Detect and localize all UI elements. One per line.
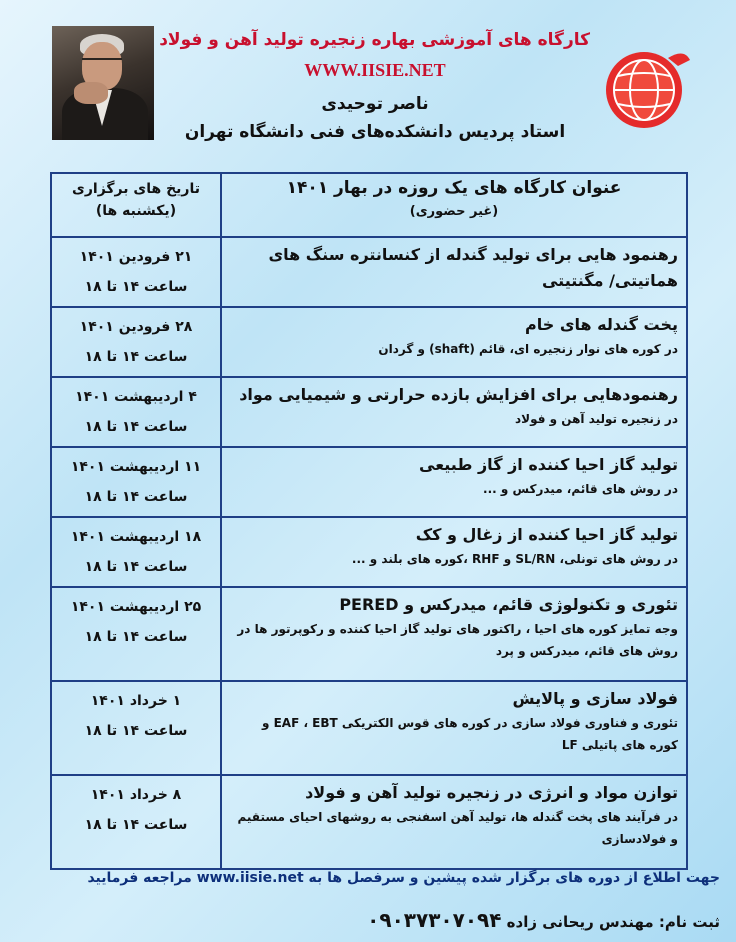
workshop-date: ۴ اردیبهشت ۱۴۰۱ <box>75 389 197 405</box>
workshop-description: در فرآیند های پخت گندله ها، تولید آهن اسفنجی به روشهای احیای مستقیم و فولادسازی <box>237 810 678 846</box>
instructor-photo <box>52 26 154 140</box>
workshop-description: در روش های تونلی، SL/RN و RHF ،کوره های بلند و ... <box>351 552 678 566</box>
website-link[interactable]: WWW.IISIE.NET <box>304 60 446 80</box>
table-row <box>51 587 687 681</box>
workshop-time: ساعت ۱۴ تا ۱۸ <box>84 559 188 575</box>
workshop-title: تولید گاز احیا کننده از زغال و کک <box>415 525 678 544</box>
workshop-title: پخت گندله های خام <box>524 315 678 334</box>
workshop-time: ساعت ۱۴ تا ۱۸ <box>84 419 188 435</box>
column-header-date-label: تاریخ های برگزاری <box>72 181 200 197</box>
column-header-date-sub: (یکشنبه ها) <box>95 203 177 219</box>
workshop-date: ۲۱ فرودین ۱۴۰۱ <box>79 249 193 265</box>
table-row <box>51 237 687 307</box>
globe-logo-icon <box>598 44 694 132</box>
workshop-description: تئوری و فناوری فولاد سازی در کوره های قوس الکتریکی EAF ، EBT و کوره های پاتیلی LF <box>261 716 678 752</box>
workshop-description: در روش های قائم، میدرکس و ... <box>483 482 678 496</box>
instructor-affiliation: استاد پردیس دانشکده‌های فنی دانشگاه تهران <box>184 122 566 142</box>
workshop-time: ساعت ۱۴ تا ۱۸ <box>84 629 188 645</box>
workshop-date: ۱ خرداد ۱۴۰۱ <box>90 693 182 709</box>
table-row <box>51 681 687 775</box>
workshop-description: در زنجیره تولید آهن و فولاد <box>515 412 678 426</box>
column-header-title-label: عنوان کارگاه های یک روزه در بهار ۱۴۰۱ <box>286 178 622 198</box>
page-title: کارگاه های آموزشی بهاره زنجیره تولید آهن و فولاد <box>159 30 590 50</box>
workshop-date: ۱۸ اردیبهشت ۱۴۰۱ <box>70 529 202 545</box>
workshop-description: در کوره های نوار زنجیره ای، قائم (shaft) و گردان <box>378 342 678 356</box>
workshop-date: ۲۸ فرودین ۱۴۰۱ <box>79 319 193 335</box>
workshop-title: رهنمود هایی برای تولید گندله از کنسانتره سنگ های هماتیتی/ مگنتیتی <box>268 245 678 290</box>
register-name: مهندس ریحانی زاده <box>506 913 654 931</box>
workshop-title: رهنمودهایی برای افزایش بازده حرارتی و شیمیایی مواد <box>239 385 678 404</box>
workshop-time: ساعت ۱۴ تا ۱۸ <box>84 817 188 833</box>
workshop-time: ساعت ۱۴ تا ۱۸ <box>84 279 188 295</box>
workshop-date: ۲۵ اردیبهشت ۱۴۰۱ <box>70 599 202 615</box>
workshop-time: ساعت ۱۴ تا ۱۸ <box>84 489 188 505</box>
table-row <box>51 775 687 869</box>
workshop-time: ساعت ۱۴ تا ۱۸ <box>84 723 188 739</box>
table-row <box>51 307 687 377</box>
footer-info: جهت اطلاع از دوره های برگزار شده پیشین و سرفصل ها به www.iisie.net مراجعه فرمایید <box>87 870 720 886</box>
register-label: ثبت نام: <box>658 913 720 931</box>
workshop-time: ساعت ۱۴ تا ۱۸ <box>84 349 188 365</box>
table-row <box>51 517 687 587</box>
workshop-date: ۱۱ اردیبهشت ۱۴۰۱ <box>70 459 202 475</box>
workshop-date: ۸ خرداد ۱۴۰۱ <box>90 787 182 803</box>
column-header-title-sub: (غیر حضوری) <box>409 204 499 219</box>
workshop-table <box>50 172 688 870</box>
workshop-title: فولاد سازی و پالایش <box>512 689 678 708</box>
workshop-title: تئوری و تکنولوژی قائم، میدرکس و PERED <box>339 595 678 614</box>
column-header-title <box>221 173 687 237</box>
table-row <box>51 447 687 517</box>
instructor-name: ناصر توحیدی <box>321 94 429 114</box>
footer-register <box>20 908 720 932</box>
workshop-title: تولید گاز احیا کننده از گاز طبیعی <box>419 455 678 474</box>
column-header-date <box>51 173 221 237</box>
workshop-title: توازن مواد و انرژی در زنجیره تولید آهن و فولاد <box>305 783 678 802</box>
workshop-description: وجه تمایز کوره های احیا ، راکتور های تولید گاز احیا کننده و رکوپرتور ها در روش های قائم، میدرکس و پرد <box>237 622 678 658</box>
table-row <box>51 377 687 447</box>
register-phone[interactable]: ۰۹۰۳۷۳۰۷۰۹۴ <box>367 908 502 932</box>
